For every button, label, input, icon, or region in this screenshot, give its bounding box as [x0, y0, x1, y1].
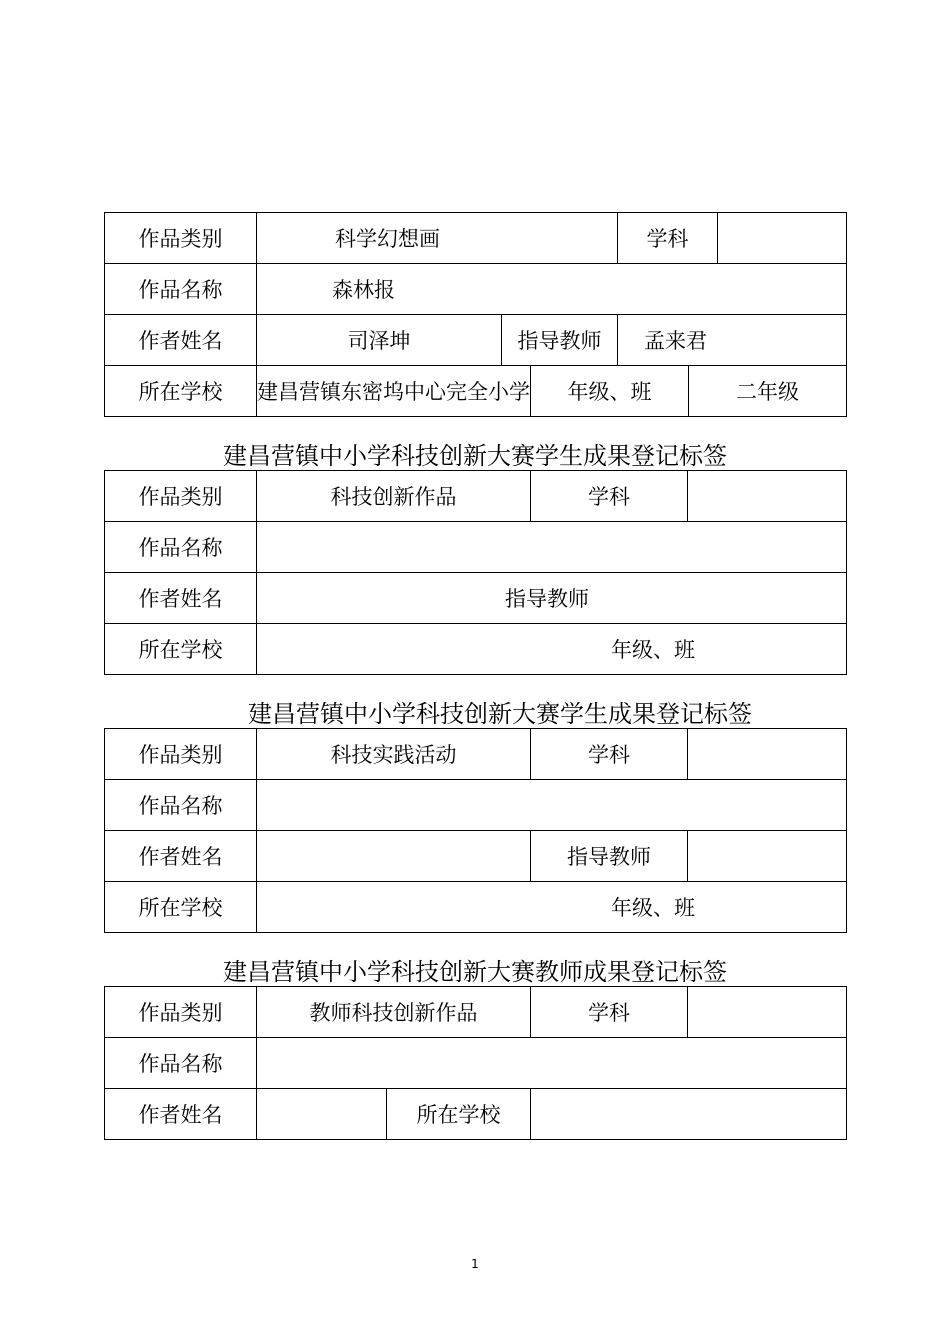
work-name-label: 作品名称	[105, 1038, 257, 1089]
category-value: 科技创新作品	[257, 471, 531, 522]
label-4-title: 建昌营镇中小学科技创新大赛教师成果登记标签	[223, 958, 727, 986]
label-1-table	[104, 212, 847, 417]
author-name-label: 作者姓名	[105, 573, 257, 624]
author-name-label: 作者姓名	[105, 315, 257, 366]
work-name-label: 作品名称	[105, 780, 257, 831]
author-name-value: 司泽坤	[257, 315, 502, 366]
work-name-label: 作品名称	[105, 522, 257, 573]
author-name-label: 作者姓名	[105, 1089, 257, 1140]
subject-label: 学科	[531, 987, 688, 1038]
author-name-value	[257, 831, 531, 882]
label-2-title: 建昌营镇中小学科技创新大赛学生成果登记标签	[223, 442, 727, 470]
subject-label: 学科	[531, 471, 688, 522]
category-label: 作品类别	[105, 471, 257, 522]
table-row	[105, 831, 847, 882]
table-row	[105, 264, 847, 315]
category-label: 作品类别	[105, 987, 257, 1038]
table-row	[105, 1089, 847, 1140]
category-label: 作品类别	[105, 729, 257, 780]
table-row	[105, 315, 847, 366]
subject-value	[688, 471, 847, 522]
advisor-value: 孟来君	[618, 315, 847, 366]
grade-class-label: 年级、班	[257, 882, 847, 933]
table-row	[105, 366, 847, 417]
table-row	[105, 1038, 847, 1089]
label-3-table	[104, 728, 847, 933]
advisor-label: 指导教师	[257, 573, 847, 624]
work-name-label: 作品名称	[105, 264, 257, 315]
school-value	[531, 1089, 847, 1140]
work-name-value	[257, 522, 847, 573]
author-name-value	[257, 1089, 387, 1140]
grade-class-label: 年级、班	[257, 624, 847, 675]
page-number: 1	[471, 1257, 479, 1271]
subject-value	[688, 729, 847, 780]
table-row	[105, 624, 847, 675]
category-value: 科技实践活动	[257, 729, 531, 780]
advisor-label: 指导教师	[531, 831, 688, 882]
advisor-value	[688, 831, 847, 882]
grade-class-value: 二年级	[689, 366, 847, 417]
category-value: 教师科技创新作品	[257, 987, 531, 1038]
subject-value	[688, 987, 847, 1038]
school-label: 所在学校	[105, 624, 257, 675]
school-label: 所在学校	[105, 882, 257, 933]
grade-class-label: 年级、班	[531, 366, 689, 417]
subject-value	[718, 213, 847, 264]
school-label: 所在学校	[105, 366, 257, 417]
table-row	[105, 522, 847, 573]
work-name-value	[257, 1038, 847, 1089]
subject-label: 学科	[531, 729, 688, 780]
author-name-label: 作者姓名	[105, 831, 257, 882]
school-value: 建昌营镇东密坞中心完全小学	[257, 366, 531, 417]
table-row	[105, 471, 847, 522]
advisor-label: 指导教师	[502, 315, 618, 366]
table-row	[105, 729, 847, 780]
table-row	[105, 780, 847, 831]
category-value: 科学幻想画	[257, 213, 618, 264]
subject-label: 学科	[618, 213, 718, 264]
label-4-table	[104, 986, 847, 1140]
label-2-table	[104, 470, 847, 675]
label-3-title: 建昌营镇中小学科技创新大赛学生成果登记标签	[248, 700, 752, 728]
table-row	[105, 882, 847, 933]
table-row	[105, 987, 847, 1038]
work-name-value	[257, 780, 847, 831]
table-row	[105, 573, 847, 624]
school-label: 所在学校	[387, 1089, 531, 1140]
work-name-value: 森林报	[257, 264, 847, 315]
table-row	[105, 213, 847, 264]
category-label: 作品类别	[105, 213, 257, 264]
